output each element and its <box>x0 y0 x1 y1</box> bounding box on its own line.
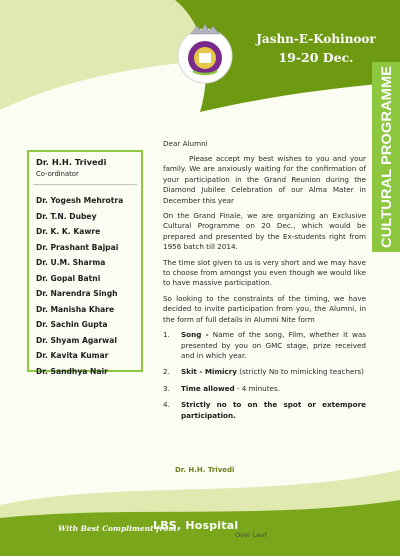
event-dates: 19-20 Dec. <box>278 50 354 65</box>
divider <box>33 184 137 185</box>
list-item-bold: Skit - Mimicry <box>181 367 237 377</box>
member-name: Dr. T.N. Dubey <box>36 211 97 221</box>
coordinator-role: Co-ordinator <box>36 170 79 178</box>
over-leaf-note: Over Leaf <box>235 531 267 539</box>
letter-body <box>163 139 366 427</box>
letter-paragraph: Please accept my best wishes to you and your family. We are anxiously waiting for the confirmation of your participation in the Grand Reunion during the Diamond Jubilee Celebration of our Alma Mater in December this year <box>163 154 366 205</box>
list-item-text <box>181 330 366 361</box>
member-name: Dr. Sandhya Nair <box>36 366 108 376</box>
list-item-bold: Time allowed <box>181 383 235 393</box>
salutation: Dear Alumni <box>163 139 208 148</box>
member-name: Dr. Manisha Khare <box>36 304 115 314</box>
coordinator-panel <box>27 150 143 376</box>
member-name: Dr. Shyam Agarwal <box>36 335 117 345</box>
event-title: Jashn-E-Kohinoor <box>256 32 376 46</box>
list-item-text <box>181 384 366 394</box>
list-item-detail: (strictly No to mimicking teachers) <box>236 367 364 377</box>
list-item-text <box>181 400 366 421</box>
side-banner-text: CULTURAL PROGRAMME <box>379 81 394 248</box>
list-item <box>163 384 366 394</box>
member-name: Dr. Narendra Singh <box>36 289 118 298</box>
college-emblem-logo <box>175 22 235 86</box>
list-item <box>163 330 366 361</box>
signature: Dr. H.H. Trivedi <box>175 466 235 474</box>
member-list <box>36 193 123 379</box>
member-name: Dr. Kavita Kumar <box>36 351 109 360</box>
letter-paragraph: On the Grand Finale, we are organizing an Exclusive Cultural Programme on 20 Dec., which would be prepared and presented by the Ex-students right from 1956 batch till 2014. <box>163 211 366 252</box>
list-item-bold: Strictly no to on the spot or extempore participation. <box>181 400 366 420</box>
member-name: Dr. K. K. Kawre <box>36 227 101 236</box>
side-banner <box>372 62 400 252</box>
member-name: Dr. Yogesh Mehrotra <box>36 196 124 205</box>
list-item-bold: Song - <box>181 330 209 340</box>
member-name: Dr. U.M. Sharma <box>36 258 106 267</box>
list-item-detail: Name of the song, Film, whether it was presented by you on GMC stage, prize received and in which year. <box>181 330 366 360</box>
coordinator-name: Dr. H.H. Trivedi <box>36 157 107 167</box>
participation-list <box>163 330 366 421</box>
list-item-number: 4. <box>163 400 170 410</box>
list-item-number: 3. <box>163 383 170 393</box>
list-item-detail: - 4 minutes. <box>234 383 281 393</box>
member-name: Dr. Gopal Batni <box>36 273 101 283</box>
list-item-number: 2. <box>163 367 170 377</box>
footer-hospital-logo: LBS, Hospital <box>153 519 239 532</box>
list-item-text <box>181 367 366 377</box>
list-item-number: 1. <box>163 330 170 340</box>
member-name: Dr. Sachin Gupta <box>36 320 108 329</box>
member-name: Dr. Prashant Bajpai <box>36 242 119 252</box>
list-item <box>163 367 366 377</box>
list-item <box>163 400 366 421</box>
letter-paragraph: The time slot given to us is very short and we may have to choose from amongst you even though we would like to have massive participation. <box>163 257 366 288</box>
footer-compliment: With Best Compliment from <box>58 524 177 533</box>
letter-paragraph: So looking to the constraints of the timing, we have decided to invite participation from you, the Alumni, in the form of full details in Alumni Nite form <box>163 293 366 324</box>
